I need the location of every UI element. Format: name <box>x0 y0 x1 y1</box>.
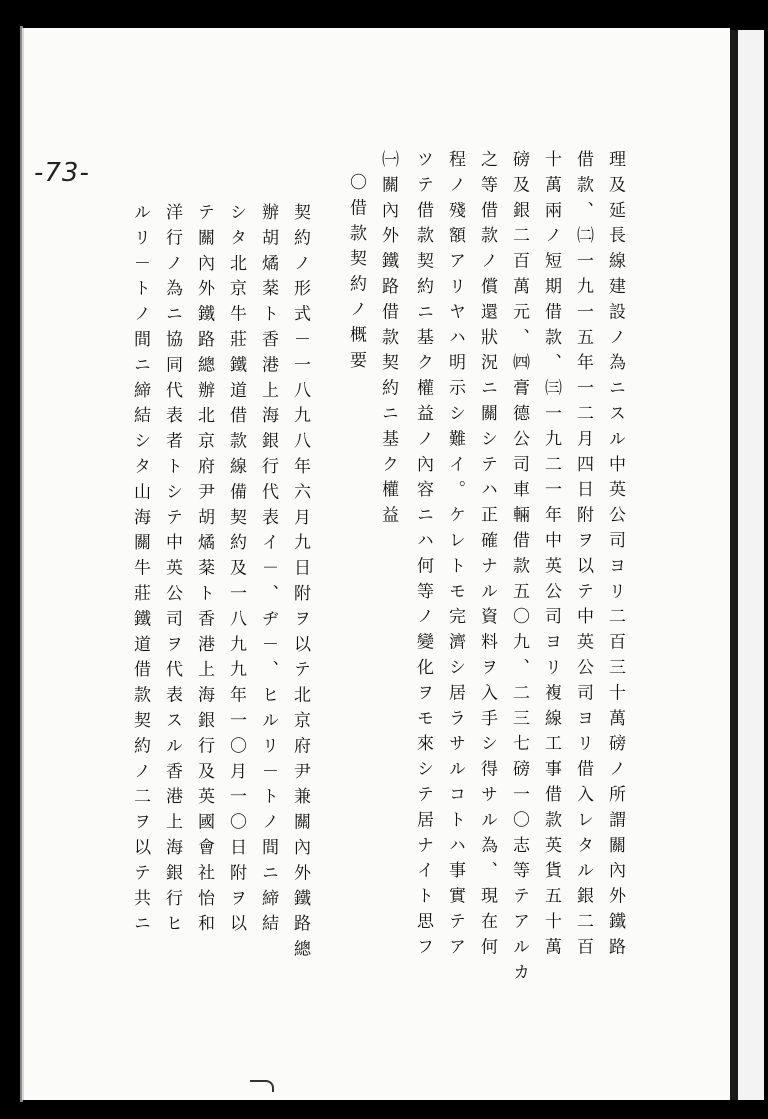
subsection-heading: 〇借款契約ノ概要 <box>346 173 366 377</box>
text-column-15: ルリ－トノ間ニ締結シタ山海關牛莊鐵道借款契約ノ二ヲ以テ共ニ <box>130 203 150 940</box>
section-heading: ㈠關內外鐵路借款契約ニ基ク權益 <box>378 150 398 531</box>
text-column-12: シタ北京牛莊鐵道借款線備契約及一八九九年一〇月一〇日附ヲ以 <box>226 203 246 940</box>
text-column-1: 理及延長線建設ノ為ニスル中英公司ヨリ二百三十萬磅ノ所謂關內外鐵路 <box>605 150 625 963</box>
binding-edge <box>730 30 738 1100</box>
adjacent-page-strip <box>738 30 764 1100</box>
text-column-10: 契約ノ形式－一八九八年六月九日附ヲ以テ北京府尹兼關內外鐵路總 <box>290 203 310 965</box>
ink-mark <box>250 1080 274 1092</box>
text-column-5: 之等借款ノ償還狀況ニ關シテハ正確ナル資料ヲ入手シ得サル為、現在何 <box>477 150 497 963</box>
text-column-11: 辦胡燏棻ト香港上海銀行代表イ－、ヂ－、ヒルリ－トノ間ニ締結 <box>258 203 278 940</box>
text-column-3: 十萬兩ノ短期借款、㈢一九二一年中英公司ヨリ複線工事借款英貨五十萬 <box>541 150 561 963</box>
text-column-6: 程ノ殘額アリヤハ明示シ難イ。ケレトモ完濟シ居ラサルコトハ事實テア <box>445 150 465 963</box>
text-column-7: ツテ借款契約ニ基ク權益ノ內容ニハ何等ノ變化ヲモ來シテ居ナイト思フ <box>413 150 433 963</box>
text-column-13: テ關內外鐵路總辦北京府尹胡燏棻ト香港上海銀行及英國會社怡和 <box>194 203 214 940</box>
text-column-14: 洋行ノ為ニ協同代表者トシテ中英公司ヲ代表スル香港上海銀行ヒ <box>162 203 182 940</box>
text-column-4: 磅及銀二百萬元、㈣膏德公司車輛借款五〇九、二三七磅一〇志等テアルカ <box>509 150 529 989</box>
page-number: -73- <box>34 158 90 188</box>
text-column-2: 借款、㈡一九一五年一二月四日附ヲ以テ中英公司ヨリ借入レタル銀二百 <box>573 150 593 963</box>
